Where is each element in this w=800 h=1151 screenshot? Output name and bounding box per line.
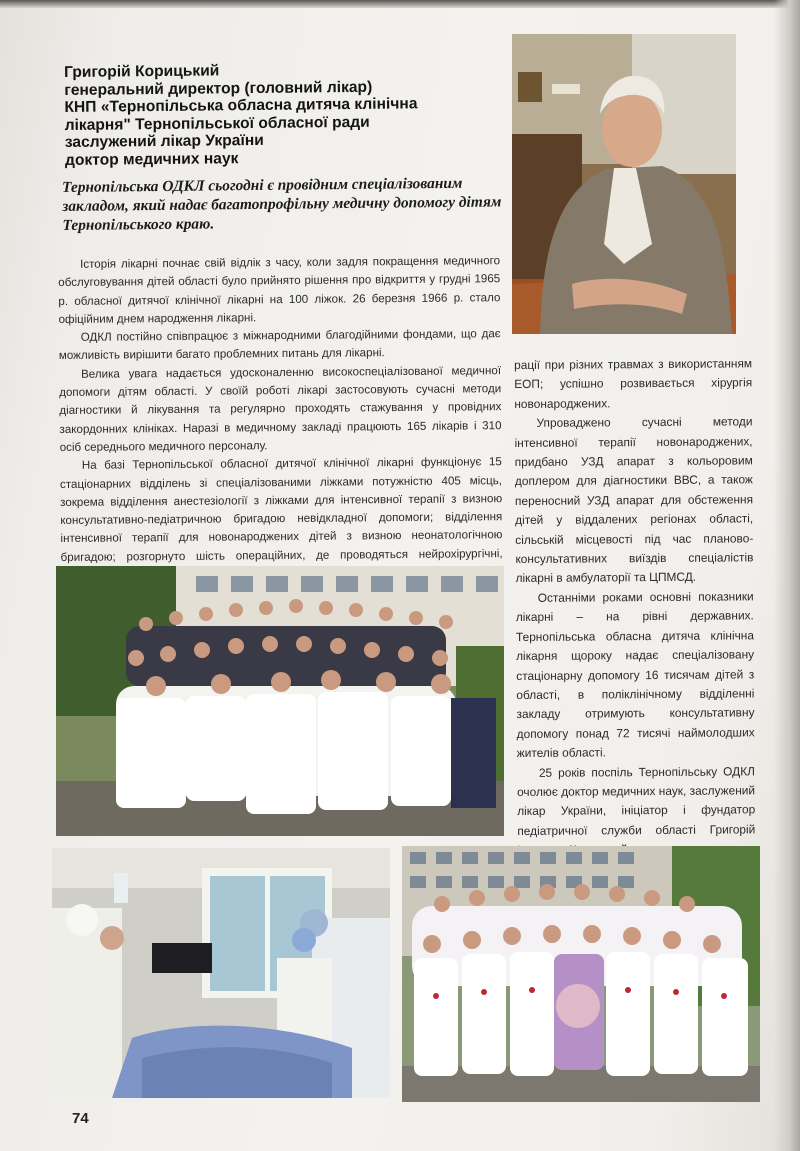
director-portrait-photo: [512, 34, 736, 334]
paragraph-history: Історія лікарні почнає свій відлік з часу, коли задля покращення медичного обслуговування дітей області було прийнято рішення про відкриття у грудні 1965 р. обласної дитячої клінічної лікарні на 100 ліжок. 26 березня 1966 р. стало офіційним днем народження лікарні.: [58, 254, 501, 326]
paragraph-indicators: Останніми роками основні показники лікарні – на рівні державних. Тернопільська обласна дитяча клінічна лікарня щороку надає спеціалізовану стаціонарну допомогу 16 тисячам дітей з області, в поліклінічному відділенні закладу отримують консультативну допомогу понад 72 тисячі наймолодших жителів області.: [515, 589, 755, 761]
paragraph-specialized-care: Велика увага надається удосконаленню високоспеціалізованої медичної допомоги дітям області. У своїй роботі лікарі застосовують сучасні методи діагностики й лікування та регулярно проходять стажування у провідних закордонних клініках. Наразі в медичному закладі працюють 165 лікарів і 310 осіб середнього медичного персоналу.: [59, 363, 502, 454]
page-edge-top: [0, 0, 800, 8]
paragraph-director: 25 років поспіль Тернопільську ОДКЛ очолює доктор медичних наук, заслужений лікар України, ініціатор і фундатор педіатричної служби області Григорій: [516, 763, 756, 838]
operating-room-photo: [52, 848, 390, 1098]
header-line-institution-cont: лікарня" Тернопільської обласної ради: [64, 113, 370, 134]
header-line-honor: заслужений лікар України: [64, 132, 264, 152]
page-number: 74: [72, 1110, 89, 1127]
paragraph-intensive-care: Упроваджено сучасні методи інтенсивної терапії новонароджених, придбано УЗД апарат з кольоровим доплером для діагностики ВВС, а також переносний УЗД апарат для обстеження дітей у віддалених регіонах області, сільській місцевості під час планово-консультативних виїздів спеціалістів лікарні в амбулаторії та ЦПМСД.: [514, 414, 754, 586]
article-header: [64, 60, 485, 170]
staff-group-photo: [56, 566, 504, 836]
page-edge-right: [774, 0, 800, 1151]
header-line-name: Григорій Корицький: [64, 62, 220, 81]
header-line-institution: КНП «Тернопільська обласна дитяча клінічна: [64, 95, 418, 117]
header-line-degree: доктор медичних наук: [64, 150, 239, 169]
text-column-left: [58, 252, 503, 585]
text-column-right: [514, 354, 756, 860]
paragraph-cooperation: ОДКЛ постійно співпрацює з міжнародними благодійними фондами, що дає можливість вирішити багато проблемних питань для лікарні.: [58, 327, 501, 363]
paragraph-departments: На базі Тернопільської обласної дитячої клінічної лікарні функціонує 15 стаціонарних відділень зі спеціалізованими ліжками потужністю 405 місць, зокрема відділення анестезіології з ліжками для інтенсивної терапії з визною консультативно-педіатричною бригадою невідкладної допомоги; відділення інтенсивної терапії для новонароджених дітей з визною неонатологічною бригадою; розгорнуто шість операційних, де проводяться нейрохірургічні,: [59, 455, 503, 564]
paragraph-continuation: рації при різних травмах з використанням ЕОП; успішно розвивається хірургія новонароджених.: [514, 356, 753, 411]
nurses-group-photo: [402, 846, 760, 1102]
lead-paragraph: Тернопільська ОДКЛ сьогодні є провідним спеціалізованим закладом, який надає багатопрофільну медичну допомогу дітям Тернопільського краю.: [62, 174, 502, 234]
header-line-position: генеральний директор (головний лікар): [64, 78, 373, 99]
